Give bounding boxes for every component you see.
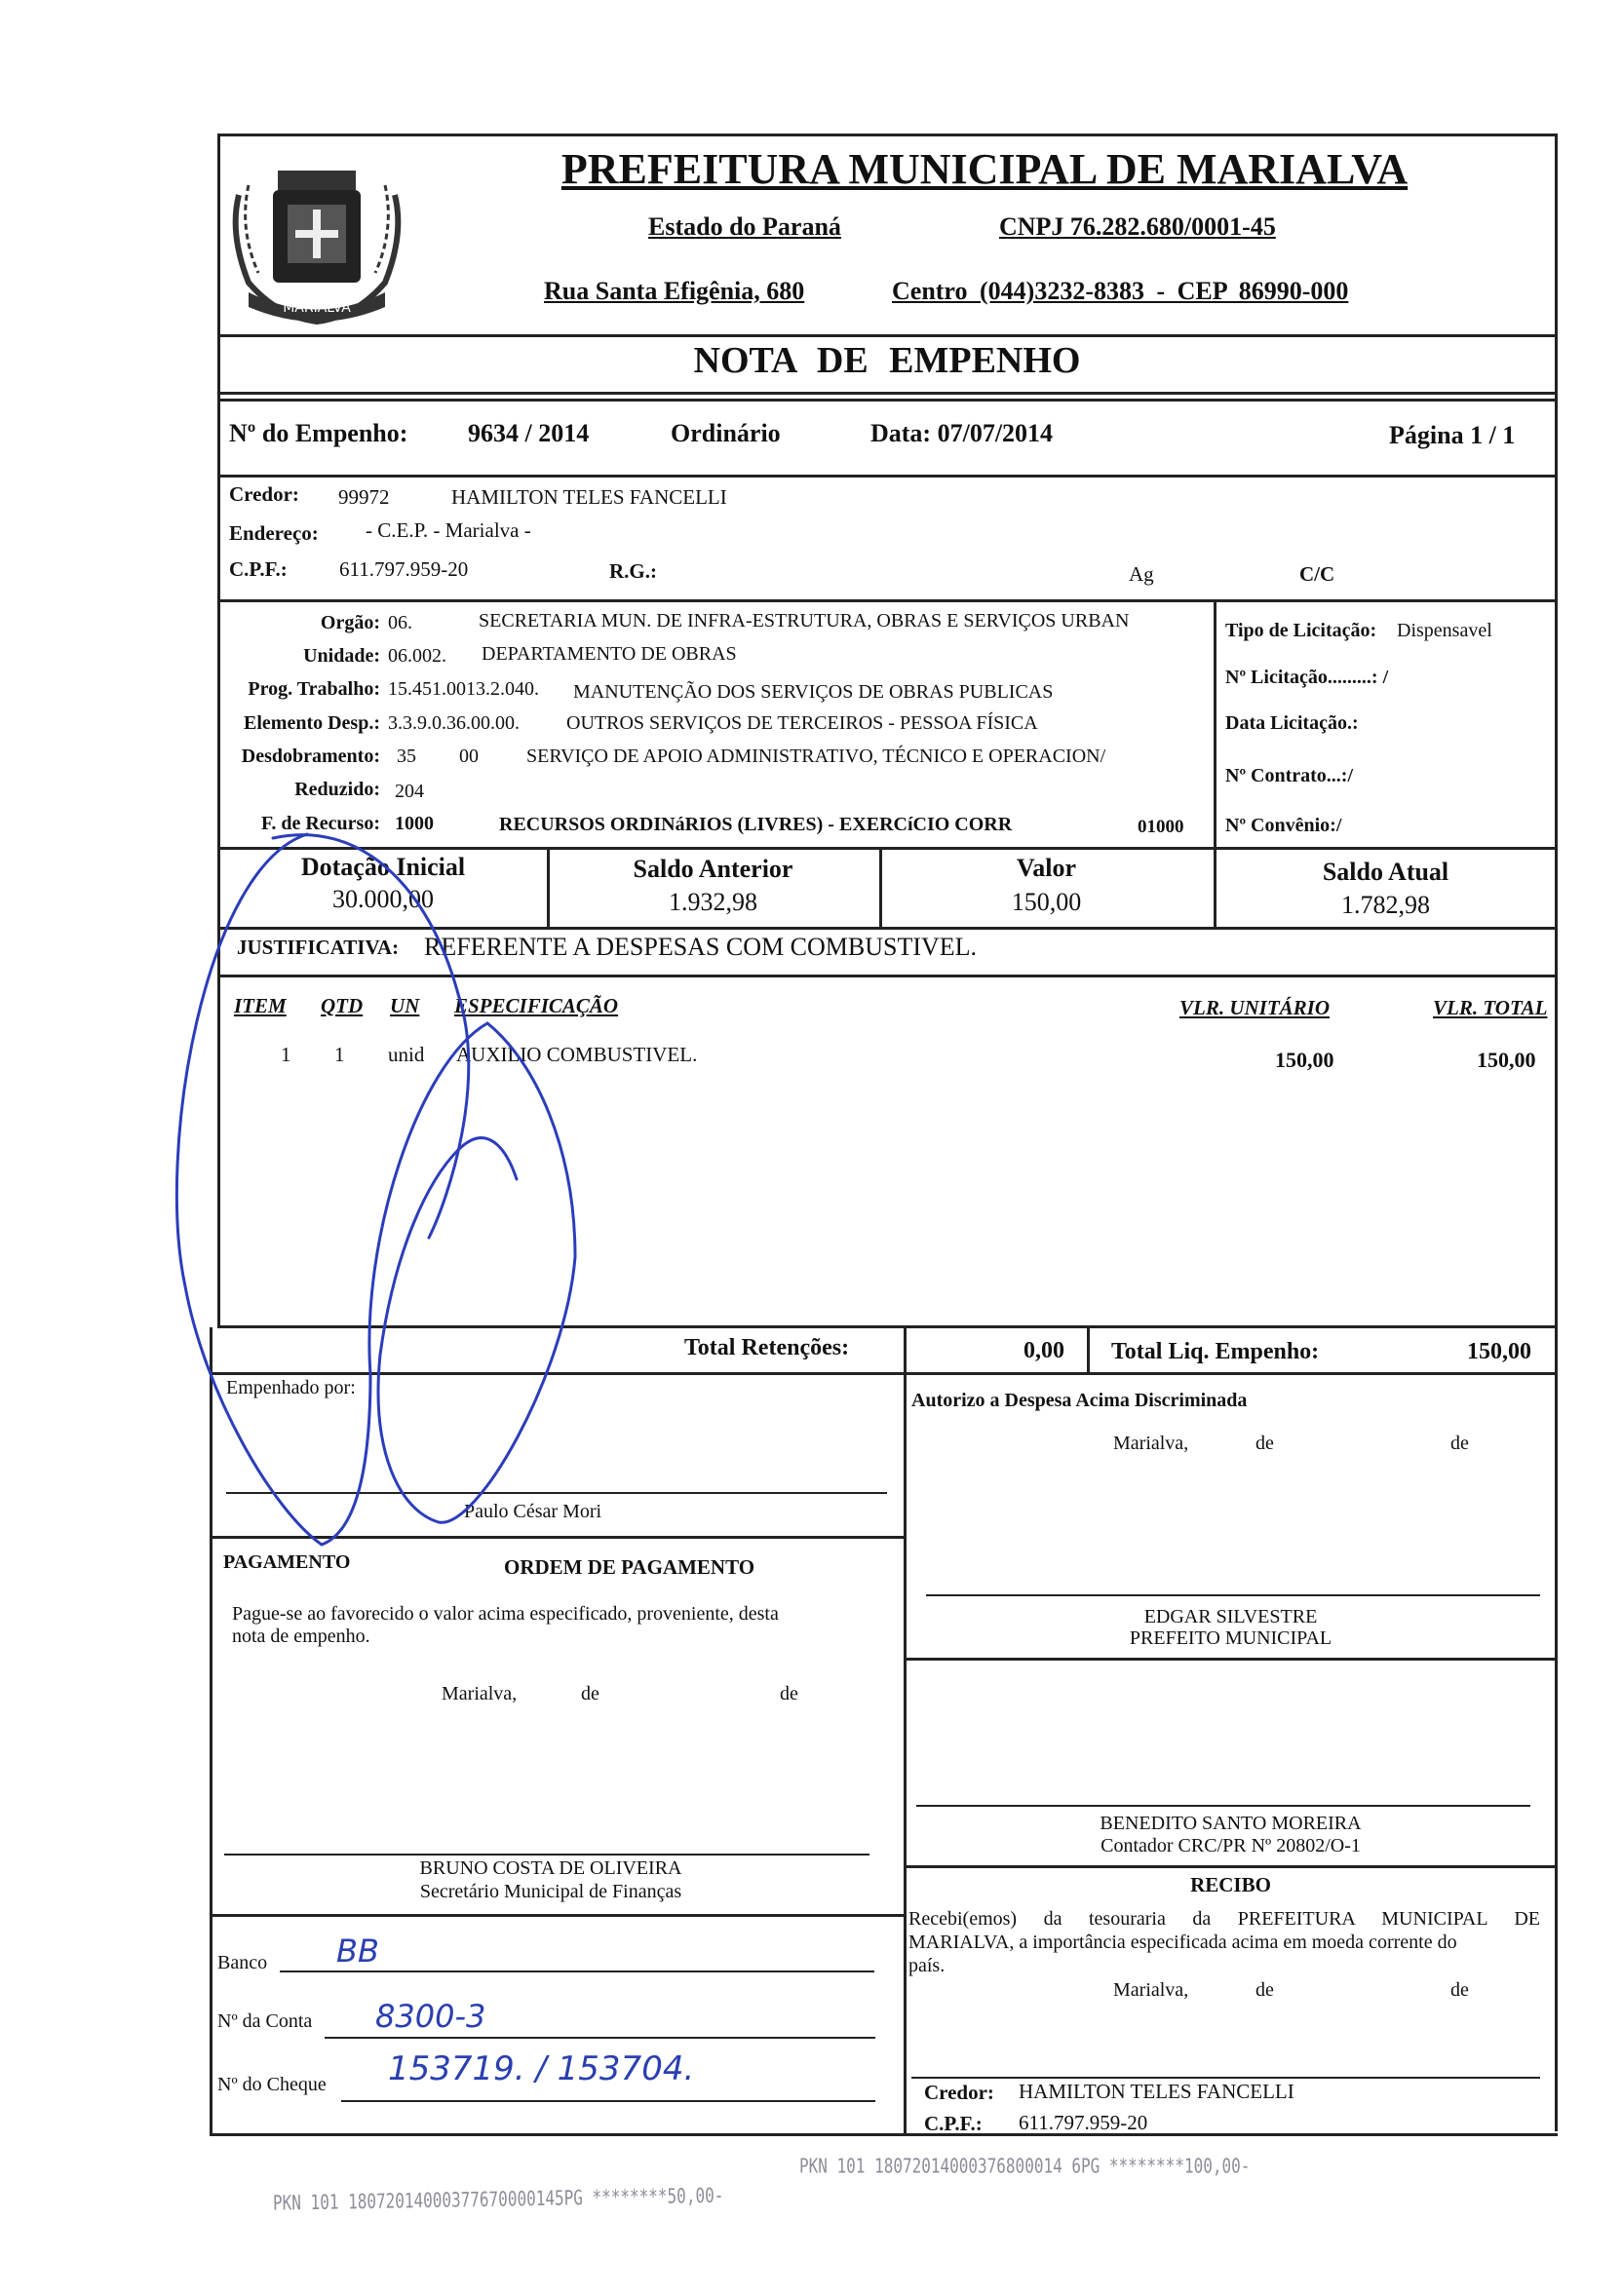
empenho-date: Data: 07/07/2014 xyxy=(870,419,1054,447)
desd-code-2: 00 xyxy=(459,746,479,767)
credor-bottom-line xyxy=(217,599,1558,602)
prefeito-role: PREFEITO MUNICIPAL xyxy=(1129,1627,1332,1649)
recibo-credor-label: Credor: xyxy=(924,2081,994,2104)
recibo-title: RECIBO xyxy=(1190,1873,1271,1896)
credor-label: Credor: xyxy=(229,482,299,506)
recibo-cpf-value: 611.797.959-20 xyxy=(1019,2111,1148,2134)
row-vlr-unitario: 150,00 xyxy=(1275,1048,1334,1072)
reduzido-label: Reduzido: xyxy=(294,779,380,800)
ag-label: Ag xyxy=(1129,562,1154,586)
retencoes-value: 0,00 xyxy=(1023,1338,1064,1363)
svg-text:MARIALVA: MARIALVA xyxy=(283,300,351,316)
secretario-name: BRUNO COSTA DE OLIVEIRA xyxy=(419,1857,682,1879)
empenho-bottom-line xyxy=(217,475,1558,478)
empenhado-label: Empenhado por: xyxy=(226,1377,356,1398)
contador-signature-line xyxy=(916,1805,1530,1807)
contador-name: BENEDITO SANTO MOREIRA xyxy=(1100,1813,1362,1834)
pagamento-city: Marialva, xyxy=(442,1683,518,1704)
credor-name: HAMILTON TELES FANCELLI xyxy=(451,485,727,509)
dotacao-value: 30.000,00 xyxy=(332,885,434,913)
unidade-desc: DEPARTAMENTO DE OBRAS xyxy=(482,643,737,665)
desd-desc: SERVIÇO DE APOIO ADMINISTRATIVO, TÉCNICO E OPERACION/ xyxy=(526,746,1106,767)
row-item: 1 xyxy=(281,1043,291,1066)
elem-code: 3.3.9.0.36.00.00. xyxy=(388,712,520,734)
recibo-line-2: MARIALVA, a importância especificada acima em moeda corrente do xyxy=(908,1932,1457,1953)
liquido-label: Total Liq. Empenho: xyxy=(1111,1339,1320,1364)
page-number: Página 1 / 1 xyxy=(1389,421,1516,449)
banco-handwritten: BB xyxy=(336,1932,379,1970)
empenho-label: Nº do Empenho: xyxy=(229,419,408,447)
data-licitacao: Data Licitação.: xyxy=(1225,712,1359,734)
pagamento-text-2: nota de empenho. xyxy=(232,1626,370,1647)
recurso-desc: RECURSOS ORDINáRIOS (LIVRES) - EXERCíCIO CORR xyxy=(499,814,1013,835)
recibo-de-2: de xyxy=(1450,1979,1469,2001)
row-un: unid xyxy=(388,1043,425,1066)
orgao-label: Orgão: xyxy=(320,612,380,633)
unidade-code: 06.002. xyxy=(388,645,446,667)
cheque-label: Nº do Cheque xyxy=(217,2074,327,2095)
prog-label: Prog. Trabalho: xyxy=(248,678,380,700)
contador-role: Contador CRC/PR Nº 20802/O-1 xyxy=(1101,1835,1361,1856)
endereco-value: - C.E.P. - Marialva - xyxy=(366,518,531,542)
col-especificacao: ESPECIFICAÇÃO xyxy=(454,994,619,1017)
endereco-label: Endereço: xyxy=(229,521,319,545)
autorizo-de-1: de xyxy=(1255,1433,1274,1454)
reduzido-value: 204 xyxy=(395,781,424,802)
cheque-handwritten: 153719. / 153704. xyxy=(388,2049,695,2088)
unidade-label: Unidade: xyxy=(303,645,380,667)
valor-label: Valor xyxy=(1016,854,1077,882)
cc-label: C/C xyxy=(1299,562,1335,586)
recurso-code: 1000 xyxy=(395,813,434,834)
empenhado-signer: Paulo César Mori xyxy=(464,1501,602,1522)
dotacao-label: Dotação Inicial xyxy=(300,853,466,881)
header-bottom-line xyxy=(217,334,1558,337)
col-item: ITEM xyxy=(234,994,287,1017)
prog-desc: MANUTENÇÃO DOS SERVIÇOS DE OBRAS PUBLICAS xyxy=(573,681,1054,703)
pagamento-bottom-line xyxy=(210,1914,904,1917)
recibo-cpf-label: C.P.F.: xyxy=(924,2112,983,2135)
municipality-title: PREFEITURA MUNICIPAL DE MARIALVA xyxy=(560,145,1409,193)
cnpj: CNPJ 76.282.680/0001-45 xyxy=(999,212,1276,241)
pagamento-text-1: Pague-se ao favorecido o valor acima especificado, proveniente, desta xyxy=(232,1603,779,1625)
autorizo-signature-line xyxy=(926,1594,1540,1596)
numero-contrato: Nº Contrato...:/ xyxy=(1225,765,1354,786)
doc-title: NOTA DE EMPENHO xyxy=(693,340,1081,381)
banco-label: Banco xyxy=(217,1952,268,1973)
recurso-num: 01000 xyxy=(1138,817,1184,837)
address-phone-cep: Centro (044)3232-8383 - CEP 86990-000 xyxy=(892,277,1349,305)
contador-bottom-line xyxy=(904,1865,1558,1868)
tipo-licitacao-label: Tipo de Licitação: xyxy=(1225,620,1377,641)
recibo-de-1: de xyxy=(1255,1979,1274,2001)
liquido-value: 150,00 xyxy=(1467,1339,1531,1364)
numero-licitacao: Nº Licitação.........: / xyxy=(1225,667,1389,688)
prog-code: 15.451.0013.2.040. xyxy=(388,678,539,700)
conta-handwritten: 8300-3 xyxy=(375,1998,486,2035)
autorizo-city: Marialva, xyxy=(1113,1433,1189,1454)
cheque-line xyxy=(341,2100,875,2102)
cpf-value: 611.797.959-20 xyxy=(339,557,469,581)
desd-label: Desdobramento: xyxy=(241,746,380,767)
recurso-label: F. de Recurso: xyxy=(260,813,380,834)
orgao-code: 06. xyxy=(388,612,412,633)
bank-stamp-2: PKN 101 18072014000377670000145PG ********50,00- xyxy=(272,2183,724,2215)
row-vlr-total: 150,00 xyxy=(1477,1048,1536,1072)
justificativa-text: REFERENTE A DESPESAS COM COMBUSTIVEL. xyxy=(424,933,978,961)
form-bottom-line xyxy=(210,2133,1558,2136)
cpf-label: C.P.F.: xyxy=(229,557,288,581)
recibo-city: Marialva, xyxy=(1113,1979,1189,2001)
elem-label: Elemento Desp.: xyxy=(244,712,380,734)
retencoes-label: Total Retenções: xyxy=(684,1335,850,1360)
recibo-credor-name: HAMILTON TELES FANCELLI xyxy=(1019,2080,1294,2103)
header-top-line xyxy=(217,134,1558,136)
conta-line xyxy=(325,2037,875,2039)
handwritten-signature xyxy=(166,828,634,1550)
row-qtd: 1 xyxy=(334,1043,345,1066)
city-crest-logo xyxy=(219,136,414,331)
empenho-type: Ordinário xyxy=(671,419,781,447)
street-address: Rua Santa Efigênia, 680 xyxy=(544,277,805,305)
valor-value: 150,00 xyxy=(1011,888,1082,916)
state-name: Estado do Paraná xyxy=(648,212,841,241)
desd-code-1: 35 xyxy=(397,746,416,767)
bank-stamp-1: PKN 101 18072014000376800014 6PG ********100,00- xyxy=(799,2154,1251,2178)
conta-label: Nº da Conta xyxy=(217,2010,313,2032)
col-qtd: QTD xyxy=(321,994,364,1017)
recibo-line-3: país. xyxy=(908,1955,946,1976)
col-un: UN xyxy=(390,994,420,1017)
autorizo-bottom-line xyxy=(904,1658,1558,1661)
autorizo-de-2: de xyxy=(1450,1433,1469,1454)
pagamento-signature-line xyxy=(224,1854,869,1856)
saldo-atual-label: Saldo Atual xyxy=(1322,858,1449,886)
elem-desc: OUTROS SERVIÇOS DE TERCEIROS - PESSOA FÍSICA xyxy=(566,712,1038,734)
credor-code: 99972 xyxy=(338,485,390,509)
title-bottom-line-2 xyxy=(217,399,1558,402)
orgao-desc: SECRETARIA MUN. DE INFRA-ESTRUTURA, OBRAS E SERVIÇOS URBAN xyxy=(479,610,1130,631)
autorizo-title: Autorizo a Despesa Acima Discriminada xyxy=(911,1390,1248,1411)
pagamento-de-2: de xyxy=(780,1683,798,1704)
lower-center-divider xyxy=(904,1372,907,2136)
recibo-line-1: Recebi(emos) da tesouraria da PREFEITURA MUNICIPAL DE xyxy=(908,1908,1540,1930)
licitacao-divider xyxy=(1214,599,1216,848)
saldo-anterior-value: 1.932,98 xyxy=(669,888,757,916)
pagamento-de-1: de xyxy=(581,1683,599,1704)
col-vlr-unitario: VLR. UNITÁRIO xyxy=(1179,996,1331,1019)
ordem-pagamento-title: ORDEM DE PAGAMENTO xyxy=(504,1555,755,1579)
empenho-number: 9634 / 2014 xyxy=(468,419,590,447)
pagamento-label: PAGAMENTO xyxy=(223,1551,351,1573)
justificativa-label: JUSTIFICATIVA: xyxy=(237,936,400,959)
totals-divider-2 xyxy=(1087,1325,1090,1372)
recibo-signature-line xyxy=(911,2077,1540,2079)
prefeito-name: EDGAR SILVESTRE xyxy=(1143,1606,1318,1627)
saldo-anterior-label: Saldo Anterior xyxy=(633,855,793,883)
title-bottom-line xyxy=(217,392,1558,395)
col-vlr-total: VLR. TOTAL xyxy=(1433,996,1548,1019)
banco-line xyxy=(280,1971,874,1972)
row-especificacao: AUXILIO COMBUSTIVEL. xyxy=(456,1043,698,1066)
numero-convenio: Nº Convênio:/ xyxy=(1225,815,1342,836)
totals-divider-1 xyxy=(904,1325,907,1372)
saldo-atual-value: 1.782,98 xyxy=(1341,891,1430,919)
rg-label: R.G.: xyxy=(609,559,657,583)
tipo-licitacao-value: Dispensavel xyxy=(1397,620,1492,641)
secretario-role: Secretário Municipal de Finanças xyxy=(419,1881,682,1902)
